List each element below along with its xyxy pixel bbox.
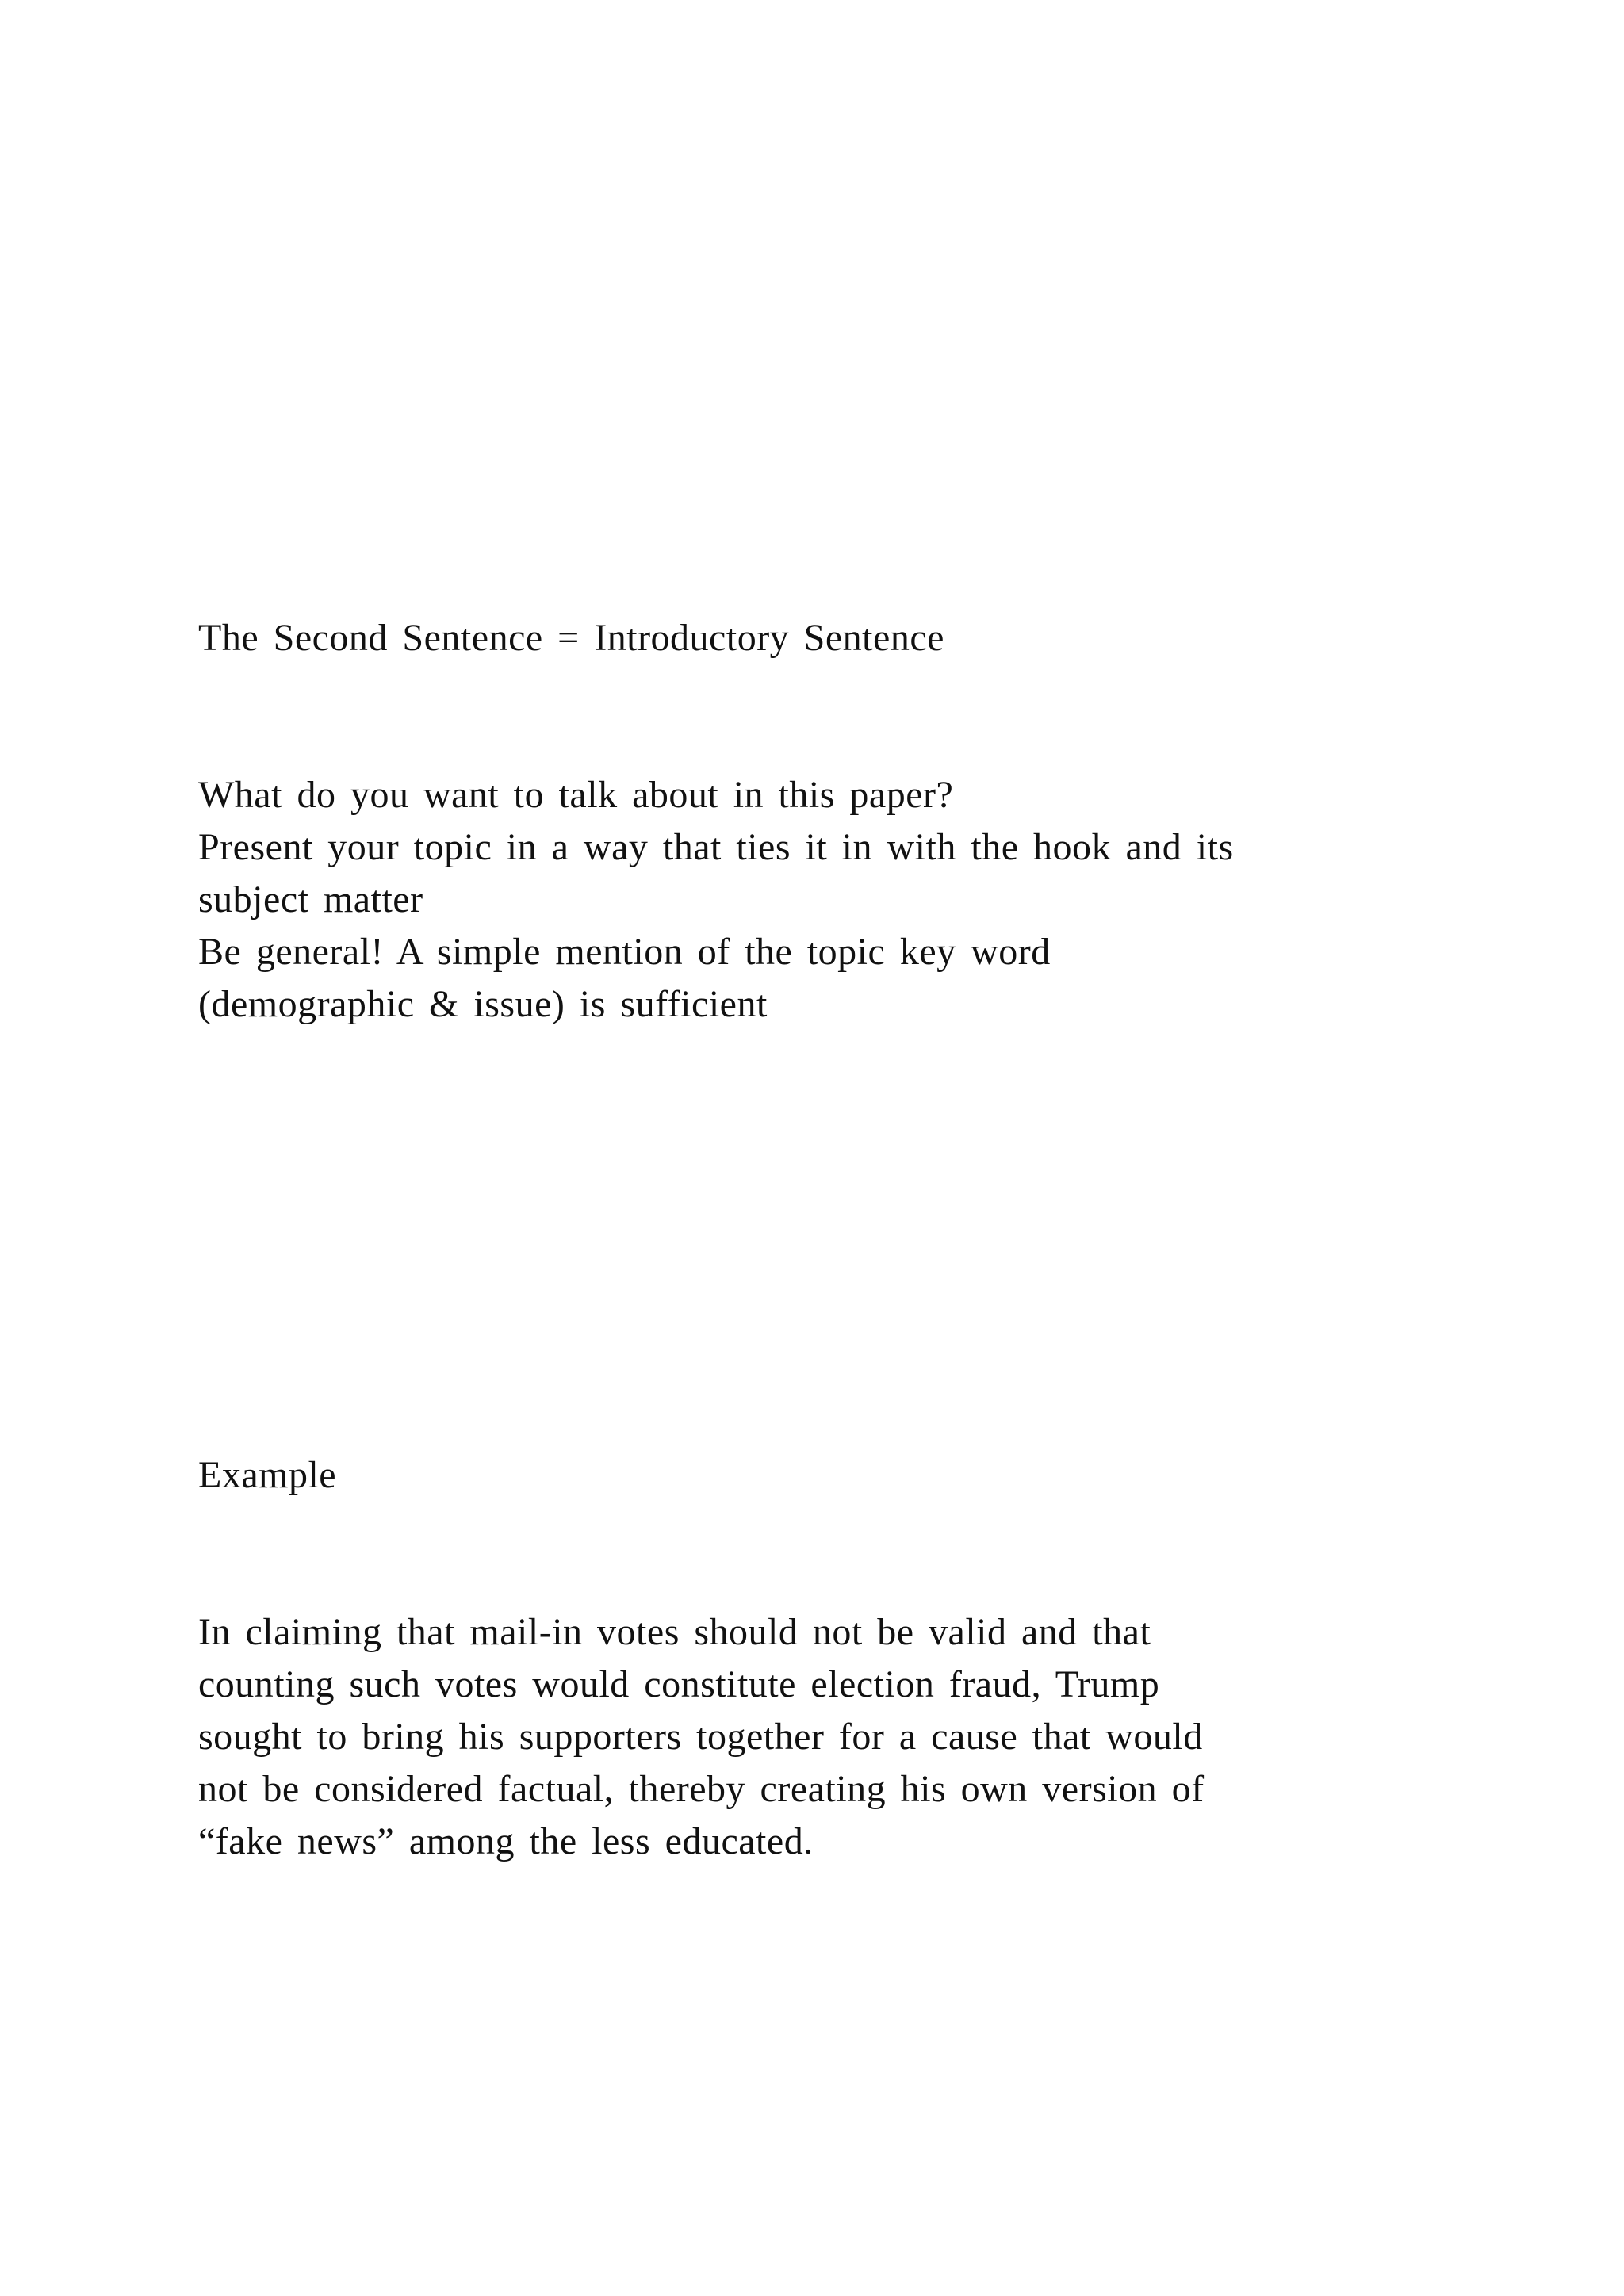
example-line: counting such votes would constitute election fraud, Trump [198,1663,1160,1705]
instruction-line: Present your topic in a way that ties it in with the hook and its [198,826,1234,868]
example-line: “fake news” among the less educated. [198,1820,814,1862]
instruction-line: What do you want to talk about in this paper? [198,774,954,816]
example-label: Example [198,1454,337,1496]
instruction-line: subject matter [198,878,423,920]
example-line: sought to bring his supporters together for a cause that would [198,1716,1203,1758]
example-line: In claiming that mail-in votes should not be valid and that [198,1611,1151,1653]
example-line: not be considered factual, thereby creating his own version of [198,1768,1205,1810]
section-heading: The Second Sentence = Introductory Sentence [198,617,944,659]
instruction-line: (demographic & issue) is sufficient [198,983,768,1025]
instruction-line: Be general! A simple mention of the topic key word [198,931,1051,973]
